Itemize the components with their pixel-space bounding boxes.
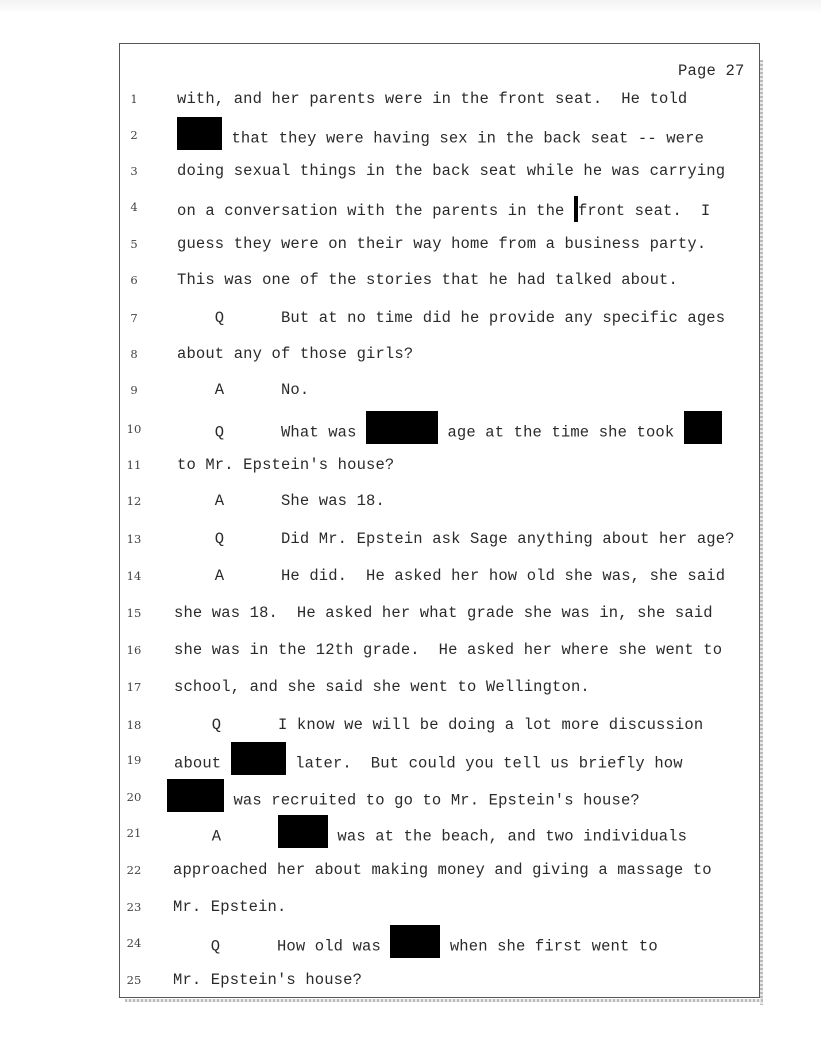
line-text-segment: Q I know we will be doing a lot more discussion — [174, 716, 704, 734]
line-text — [167, 788, 640, 813]
transcript-line — [0, 345, 821, 367]
line-text — [177, 162, 725, 180]
line-number: 24 — [126, 936, 142, 950]
line-text — [177, 567, 725, 585]
transcript-line — [0, 567, 821, 589]
line-text-segment: with, and her parents were in the front seat. He told — [177, 90, 688, 108]
line-number: 3 — [130, 164, 138, 178]
scan-top-edge — [0, 0, 821, 14]
line-text-segment: she was 18. He asked her what grade she was in, she said — [174, 604, 713, 622]
line-text-segment: on a conversation with the parents in the — [177, 202, 574, 221]
scan-edge-bottom — [125, 999, 763, 1002]
line-text-segment: A He did. He asked her how old she was, she said — [177, 567, 726, 585]
scan-mark — [574, 196, 578, 222]
line-number: 2 — [130, 128, 138, 142]
transcript-line — [0, 824, 821, 846]
line-number: 9 — [130, 383, 138, 397]
line-text-segment: Mr. Epstein. — [173, 898, 287, 916]
line-text-segment: doing sexual things in the back seat while he was carrying — [177, 162, 726, 180]
line-number: 19 — [126, 753, 142, 767]
line-number: 13 — [126, 532, 142, 546]
line-text — [177, 90, 687, 108]
line-text-segment: Q How old was — [173, 937, 391, 956]
line-text-segment: guess they were on their way home from a business party. — [177, 235, 707, 253]
line-text-segment: about — [174, 754, 231, 773]
line-text — [174, 678, 590, 696]
line-text — [174, 604, 713, 622]
line-number: 21 — [126, 826, 142, 840]
line-text — [174, 751, 683, 776]
transcript-line — [0, 162, 821, 184]
line-text — [173, 861, 712, 879]
transcript-line — [0, 271, 821, 293]
line-number: 4 — [130, 200, 138, 214]
transcript-line — [0, 678, 821, 700]
redaction-block — [278, 815, 328, 848]
line-text-segment: A She was 18. — [177, 492, 385, 510]
redaction-block — [366, 411, 438, 444]
transcript-line — [0, 198, 821, 220]
line-text — [177, 530, 735, 548]
line-number: 11 — [126, 458, 142, 472]
line-number: 12 — [126, 494, 142, 508]
line-number: 10 — [126, 422, 142, 436]
line-text — [177, 492, 385, 510]
transcript-line — [0, 530, 821, 552]
line-text-segment: was recruited to go to Mr. Epstein's house? — [224, 791, 640, 810]
line-text — [174, 716, 703, 734]
line-text-segment: A — [174, 827, 278, 846]
line-text-segment: approached her about making money and giving a massage to — [173, 861, 712, 879]
line-text — [173, 971, 362, 989]
line-number: 22 — [126, 863, 142, 877]
line-number: 20 — [126, 790, 142, 804]
transcript-line — [0, 492, 821, 514]
transcript-line — [0, 751, 821, 773]
line-number: 17 — [126, 680, 142, 694]
transcript-line — [0, 381, 821, 403]
line-number: 14 — [126, 569, 142, 583]
transcript-line — [0, 90, 821, 112]
transcript-line — [0, 971, 821, 993]
line-number: 18 — [126, 718, 142, 732]
redaction-block — [684, 411, 722, 444]
line-text-segment: later. But could you tell us briefly how — [285, 754, 683, 773]
line-text-segment: she was in the 12th grade. He asked her where she went to — [174, 641, 723, 659]
line-text — [177, 126, 704, 151]
line-text — [177, 309, 725, 327]
line-text — [173, 898, 286, 916]
redaction-block — [177, 117, 222, 150]
line-number: 7 — [130, 311, 138, 325]
transcript-line — [0, 420, 821, 442]
transcript-line — [0, 898, 821, 920]
transcript-line — [0, 934, 821, 956]
transcript-line — [0, 309, 821, 331]
line-text — [177, 235, 706, 253]
line-text-segment: was at the beach, and two individuals — [327, 827, 688, 846]
line-text-segment: front seat. I — [577, 202, 711, 221]
page-number: Page 27 — [678, 62, 745, 80]
line-number: 16 — [126, 643, 142, 657]
transcript-line — [0, 861, 821, 883]
line-text-segment: A No. — [177, 381, 310, 399]
transcript-line — [0, 604, 821, 626]
line-text-segment: that they were having sex in the back seat -- were — [222, 129, 705, 148]
line-text — [177, 420, 722, 445]
transcript-line — [0, 456, 821, 478]
line-text-segment: Q What was — [177, 423, 367, 442]
line-text — [174, 641, 722, 659]
line-text — [177, 345, 413, 363]
line-text — [173, 934, 658, 959]
line-text-segment: about any of those girls? — [177, 345, 414, 363]
line-text — [174, 824, 687, 849]
line-text-segment: Mr. Epstein's house? — [173, 971, 363, 989]
line-number: 23 — [126, 900, 142, 914]
transcript-line — [0, 126, 821, 148]
redaction-block — [231, 742, 286, 775]
transcript-line — [0, 788, 821, 810]
line-text-segment: Q Did Mr. Epstein ask Sage anything about her age? — [177, 530, 735, 548]
line-text — [177, 456, 394, 474]
line-text-segment: school, and she said she went to Wellington. — [174, 678, 590, 696]
transcript-line — [0, 235, 821, 257]
line-text — [177, 381, 309, 399]
transcript-line — [0, 641, 821, 663]
line-number: 8 — [130, 347, 138, 361]
line-text — [177, 198, 710, 224]
line-text-segment: Q But at no time did he provide any specific ages — [177, 309, 726, 327]
redaction-block — [390, 925, 440, 958]
transcript-line — [0, 716, 821, 738]
line-number: 25 — [126, 973, 142, 987]
line-number: 6 — [130, 273, 138, 287]
line-text-segment: This was one of the stories that he had talked about. — [177, 271, 678, 289]
line-text — [177, 271, 678, 289]
line-text-segment: to Mr. Epstein's house? — [177, 456, 395, 474]
line-text-segment: when she first went to — [440, 937, 658, 956]
line-number: 5 — [130, 237, 138, 251]
line-number: 1 — [130, 92, 138, 106]
line-text-segment: age at the time she took — [438, 423, 684, 442]
transcript-page-frame — [119, 43, 760, 998]
redaction-block — [167, 779, 224, 812]
line-number: 15 — [126, 606, 142, 620]
